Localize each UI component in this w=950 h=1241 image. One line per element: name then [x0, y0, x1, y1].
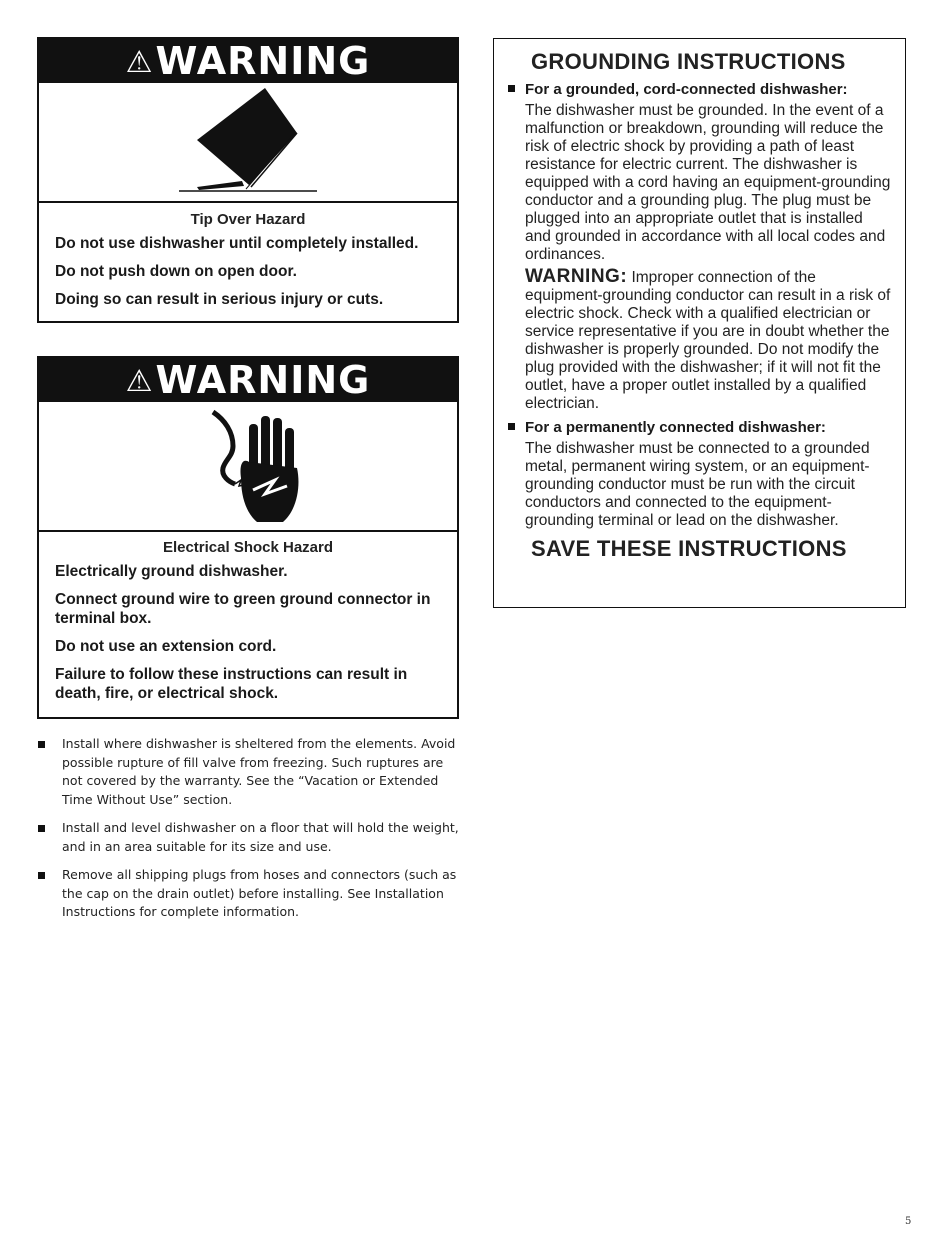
cord-connected-paragraph: The dishwasher must be grounded. In the event of a malfunction or breakdown, grounding will reduce the risk of electric shock by providing a path of least resistance for electric current. The dishwasher is equipped with a cord having an equipment-grounding conductor and a grounding plug. The plug must be plugged into an appropriate outlet that is installed and grounded in accordance with all local codes and ordinances.: [525, 102, 891, 263]
grounding-instructions-box: [493, 38, 906, 608]
warning-line: Failure to follow these instructions can result in death, fire, or electrical shock.: [55, 666, 408, 702]
bullet-square-icon: [508, 423, 515, 430]
warning-line: Doing so can result in serious injury or cuts.: [55, 291, 384, 308]
bullet-square-icon: [38, 825, 45, 832]
electrical-shock-illustration: [39, 402, 457, 530]
warning-line: Electrically ground dishwasher.: [55, 563, 288, 580]
bullet-square-icon: [508, 85, 515, 92]
page-number: 5: [905, 1216, 912, 1227]
warning-text: Improper connection of the equipment-grounding conductor can result in a risk of electric shock. Check with a qualified electrician or service representative if you are in doubt whether the dishwasher is properly grounded. Do not modify the plug provided with the dishwasher; if it will not fit the outlet, have a proper outlet installed by a qualified electrician.: [525, 269, 891, 412]
tip-over-text: [39, 201, 457, 328]
warning-line: Do not use an extension cord.: [55, 638, 277, 655]
hazard-title: Tip Over Hazard: [190, 211, 306, 228]
warning-triangle-icon: ⚠: [125, 45, 154, 80]
electrical-shock-warning-box: [37, 356, 459, 719]
warning-line: Do not push down on open door.: [55, 263, 297, 280]
warning-header: [39, 39, 457, 83]
list-item: [36, 819, 466, 856]
warning-header: [39, 358, 457, 402]
warning-line: Connect ground wire to green ground connector in terminal box.: [55, 591, 431, 627]
tip-over-illustration: [39, 83, 457, 201]
cord-connected-subheading: [508, 81, 905, 98]
list-item-text: Install and level dishwasher on a floor that will hold the weight, and in an area suitable for its size and use.: [62, 820, 459, 854]
warning-header-label: WARNING: [155, 358, 371, 402]
tip-over-icon: [39, 83, 457, 201]
permanent-connected-subheading: [508, 419, 905, 436]
installation-bullet-list: [36, 735, 466, 932]
bullet-square-icon: [38, 872, 45, 879]
grounding-title: GROUNDING INSTRUCTIONS: [531, 49, 846, 74]
grounding-warning-paragraph: [525, 268, 891, 413]
shock-hand-icon: [39, 402, 457, 530]
bullet-square-icon: [38, 741, 45, 748]
list-item: [36, 735, 466, 809]
subheading-label: For a permanently connected dishwasher:: [525, 419, 826, 436]
list-item: [36, 866, 466, 922]
warning-triangle-icon: ⚠: [125, 364, 154, 399]
warning-line: Do not use dishwasher until completely installed.: [55, 235, 419, 252]
list-item-text: Remove all shipping plugs from hoses and connectors (such as the cap on the drain outlet) before installing. See Installation Instructions for complete information.: [62, 867, 457, 919]
save-instructions-heading: SAVE THESE INSTRUCTIONS: [531, 536, 847, 561]
warning-word: WARNING:: [525, 266, 628, 287]
permanent-connected-paragraph: The dishwasher must be connected to a grounded metal, permanent wiring system, or an equipment-grounding conductor must be run with the circuit conductors and connected to the equipment-grounding terminal or lead on the dishwasher.: [525, 440, 870, 529]
hazard-title: Electrical Shock Hazard: [162, 539, 334, 556]
tip-over-warning-box: [37, 37, 459, 323]
list-item-text: Install where dishwasher is sheltered from the elements. Avoid possible rupture of fill valve from freezing. Such ruptures are not covered by the warranty. See the “Vacation or Extended Time Without Use” section.: [62, 736, 456, 807]
warning-header-label: WARNING: [155, 39, 371, 83]
subheading-label: For a grounded, cord-connected dishwasher:: [525, 81, 848, 98]
electrical-shock-text: [39, 530, 457, 722]
